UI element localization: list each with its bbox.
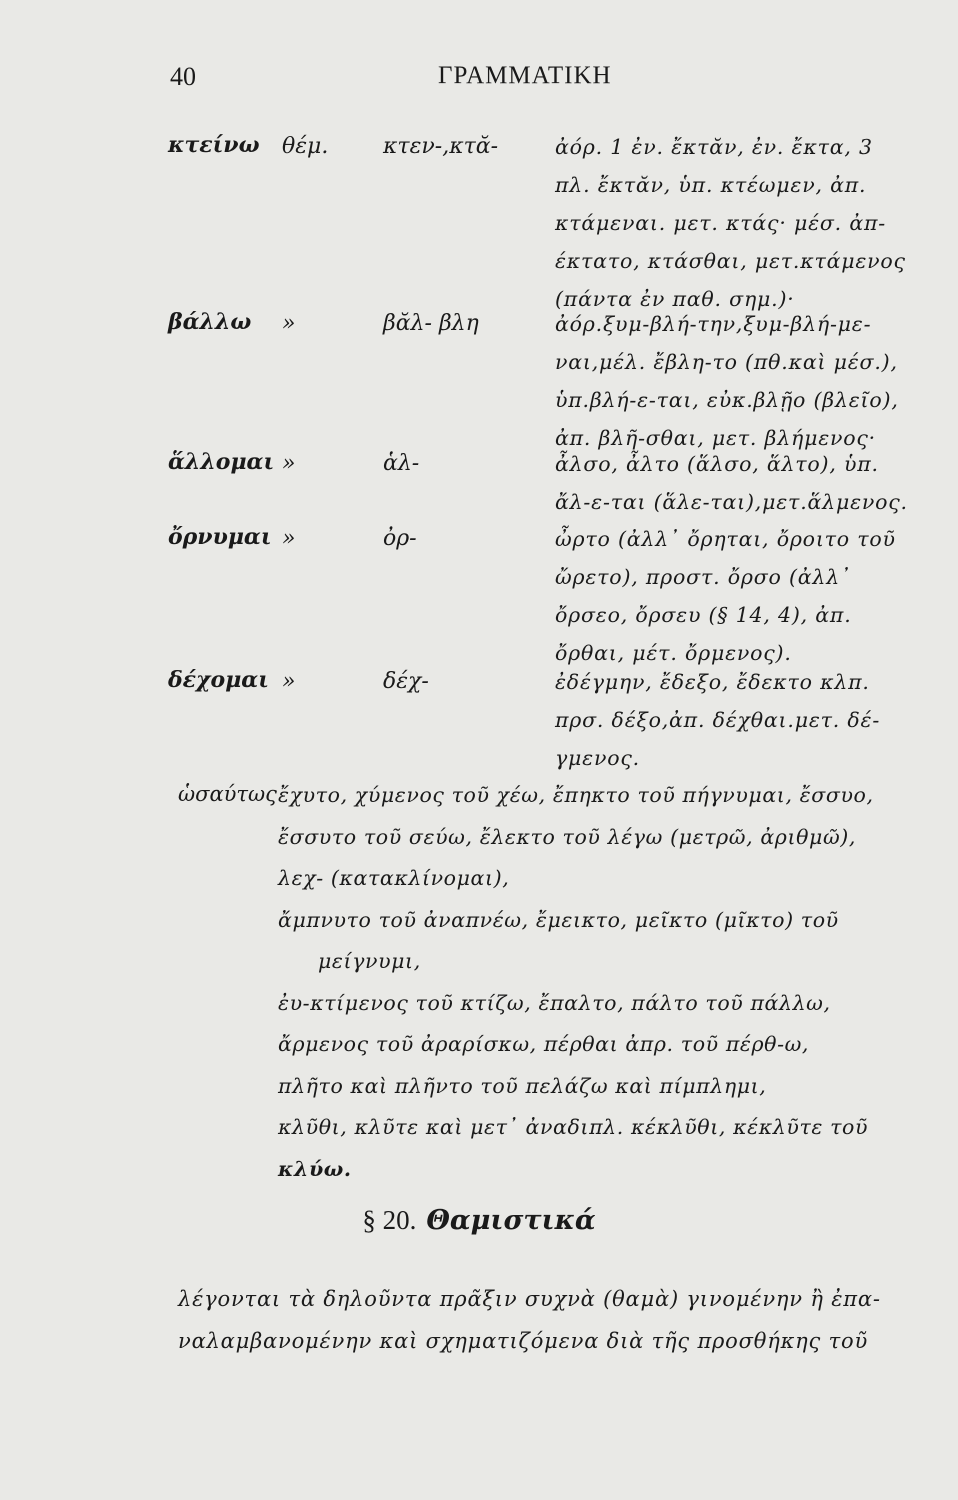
form-line: πρσ. δέξο,ἀπ. δέχθαι.μετ. δέ- <box>555 708 881 732</box>
form-line: ὄρθαι, μέτ. ὄρμενος). <box>555 641 792 665</box>
entry-lemma: βάλλω <box>168 309 252 335</box>
form-line: ἀόρ.ξυμ-βλή-την,ξυμ-βλή-με- <box>555 312 872 336</box>
entry-note: » <box>282 311 296 336</box>
entry-stem: δέχ- <box>383 669 429 694</box>
similar-line: πλῆτο καὶ πλῆντο τοῦ πελάζω καὶ πίμπλημι, <box>278 1073 767 1098</box>
entry-lemma: ἅλλομαι <box>168 449 275 475</box>
entry-forms <box>555 305 915 457</box>
form-line: γμενος. <box>555 746 640 770</box>
form-line: ὑπ.βλή-ε-ται, εὐκ.βλῇο (βλεῖο), <box>555 388 899 412</box>
similar-label: ὡσαύτως <box>178 782 277 806</box>
entry-forms <box>555 128 915 318</box>
section-heading <box>0 1200 958 1240</box>
entry-lemma: ὄρνυμαι <box>168 524 272 550</box>
similar-line: ἔχυτο, χύμενος τοῦ χέω, ἔπηκτο τοῦ πήγνυμαι, ἔσσυο, <box>278 783 874 807</box>
form-line: ὄρσεο, ὄρσευ (§ 14, 4), ἀπ. <box>555 603 852 627</box>
entry-note: θέμ. <box>282 134 329 159</box>
form-line: (πάντα ἐν παθ. σημ.)· <box>555 287 795 311</box>
form-line: πλ. ἔκτᾰν, ὑπ. κτέωμεν, ἀπ. <box>555 173 867 197</box>
section-body <box>178 1278 938 1362</box>
form-line: ἀόρ. 1 ἐν. ἔκτᾰν, ἐν. ἔκτα, 3 <box>555 135 873 159</box>
entry-stem: ὀρ- <box>383 526 417 551</box>
entry-stem: βᾰλ- βλη <box>383 311 479 336</box>
section-title: Θαμιστικά <box>426 1205 596 1236</box>
entry-stem: κτεν-,κτᾰ- <box>383 134 499 159</box>
entry-forms <box>555 663 915 777</box>
similar-line: ἄμπνυτο τοῦ ἀναπνέω, ἔμεικτο, μεῖκτο (μῖκτο) τοῦ <box>278 907 839 932</box>
body-line: ναλαμβανομένην καὶ σχηματιζόμενα διὰ τῆς προσθήκης τοῦ <box>178 1329 869 1353</box>
running-title: ΓΡΑΜΜΑΤΙΚΗ <box>438 62 612 89</box>
similar-line: κλῦθι, κλῦτε καὶ μετ᾽ ἀναδιπλ. κέκλῦθι, κέκλῦτε τοῦ <box>278 1115 869 1139</box>
form-line: κτάμεναι. μετ. κτάς· μέσ. ἀπ- <box>555 211 886 235</box>
form-line: ναι,μέλ. ἔβλη-το (πθ.καὶ μέσ.), <box>555 350 898 374</box>
similar-line: ἄρμενος τοῦ ἀραρίσκω, πέρθαι ἀπρ. τοῦ πέρθ-ω, <box>278 1032 810 1056</box>
entry-note: » <box>282 526 296 551</box>
entry-lemma: κτείνω <box>168 132 260 158</box>
entry-note: » <box>282 451 296 476</box>
form-line: έκτατο, κτάσθαι, μετ.κτάμενος <box>555 249 906 273</box>
similar-line: ἐυ-κτίμενος τοῦ κτίζω, ἔπαλτο, πάλτο τοῦ πάλλω, <box>278 990 831 1015</box>
similar-line: λεχ- (κατακλίνομαι), <box>278 866 510 890</box>
similar-lines <box>278 775 928 1190</box>
form-line: ἀπ. βλῆ-σθαι, μετ. βλήμενος· <box>555 426 877 450</box>
entry-forms <box>555 520 915 672</box>
form-line: ὦρτο (ἀλλ᾽ ὄρηται, ὄροιτο τοῦ <box>555 527 896 551</box>
form-line: ἆλσο, ἆλτο (ἅλσο, ἅλτο), ὑπ. <box>555 452 879 476</box>
form-line: ἄλ-ε-ται (ἅλε-ται),μετ.ἅλμενος. <box>555 490 908 514</box>
similar-line: ἔσσυτο τοῦ σεύω, ἔλεκτο τοῦ λέγω (μετρῶ, ἀριθμῶ), <box>278 824 856 849</box>
page-header <box>0 62 958 102</box>
similar-line: μείγνυμι, <box>318 949 421 973</box>
entry-forms <box>555 445 915 521</box>
form-line: ἐδέγμην, ἔδεξο, ἔδεκτο κλπ. <box>555 670 870 694</box>
entry-lemma: δέχομαι <box>168 667 269 693</box>
page-number: 40 <box>170 62 196 91</box>
section-number: § 20. <box>362 1205 417 1235</box>
body-line: λέγονται τὰ δηλοῦντα πρᾶξιν συχνὰ (θαμὰ) γινομένην ἢ ἐπα- <box>178 1287 881 1311</box>
similar-line: κλύω. <box>278 1156 352 1181</box>
form-line: ὤρετο), προστ. ὄρσο (ἀλλ᾽ <box>555 565 852 589</box>
entry-note: » <box>282 669 296 694</box>
entry-stem: ἁλ- <box>383 451 420 476</box>
